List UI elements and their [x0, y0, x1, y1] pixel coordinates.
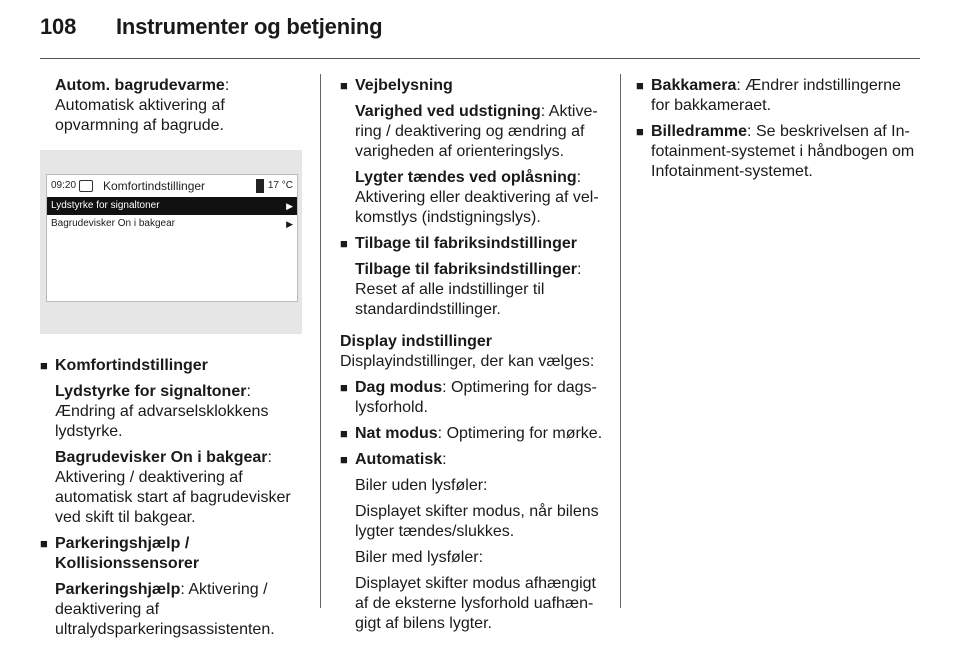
sub-line: Biler med lysføler:	[355, 549, 484, 566]
back-icon	[79, 180, 93, 192]
thermometer-icon	[256, 179, 264, 193]
sub-item: Varighed ved udstigning: Aktivering / deaktivering og ændring af varigheden af orienteringslys.	[355, 103, 598, 160]
screen-topbar	[47, 175, 297, 197]
column-divider	[320, 74, 321, 608]
section-title: Display indstillinger	[340, 333, 493, 350]
column-divider	[620, 74, 621, 608]
section-intro: Displayindstillinger, der kan vælges:	[340, 353, 595, 370]
sub-line: Displayet skifter modus afhængigt af de eksterne lysforhold uafhængigt af bilens lygter.	[355, 575, 596, 632]
bullet-billedramme: ■ Billedramme: Se beskrivelsen af Infotainment-systemet i håndbogen om Infotainment-systemet.	[636, 122, 918, 182]
column-2	[340, 76, 610, 640]
bullet-parkering: ■ Parkeringshjælp / Kollisionssensorer	[40, 534, 305, 574]
screen-menu-item-1: Lydstyrke for signaltoner ▶	[47, 197, 297, 215]
screen-menu-item-2: Bagrudevisker On i bakgear ▶	[47, 215, 297, 233]
bullet-nat: ■ Nat modus: Optimering for mørke.	[340, 424, 610, 444]
page-title: Instrumenter og betjening	[116, 14, 383, 39]
bullet-bakkamera: ■ Bakkamera: Ændrer indstillingerne for bakkameraet.	[636, 76, 918, 116]
sub-item: Bagrudevisker On i bakgear: Aktivering / deaktivering af automatisk start af bagrudevisker ved skift til bakgear.	[55, 449, 291, 526]
sub-line: Displayet skifter modus, når bilens lygter tændes/slukkes.	[355, 503, 599, 540]
header-rule	[40, 58, 920, 59]
screen-time: 09:20	[51, 180, 77, 191]
chevron-right-icon: ▶	[286, 219, 293, 229]
bullet-dag: ■ Dag modus: Optimering for dagslysforhold.	[340, 378, 610, 418]
screen-title: Komfortindstillinger	[103, 179, 206, 193]
column-1	[40, 76, 305, 646]
column-3	[636, 76, 918, 188]
bullet-fabrik: ■ Tilbage til fabriksindstillinger	[340, 234, 610, 254]
page-header	[40, 14, 382, 40]
bullet-automatisk: ■ Automatisk:	[340, 450, 610, 470]
sub-item: Parkeringshjælp: Aktivering / deaktivering af ultralydsparkeringsassistenten.	[55, 581, 275, 638]
page-number: 108	[40, 14, 77, 39]
display-screenshot	[40, 150, 302, 334]
bullet-komfort: ■ Komfortindstillinger	[40, 356, 305, 376]
display-screen	[46, 174, 298, 302]
chevron-right-icon: ▶	[286, 201, 293, 211]
intro-paragraph: Autom. bagrudevarme: Automatisk aktivering af opvarmning af bagrude.	[55, 77, 230, 134]
sub-item: Lygter tændes ved oplåsning: Aktivering eller deaktivering af velkomstlys (indstigningslys).	[355, 169, 599, 226]
bullet-vejbelysning: ■ Vejbelysning	[340, 76, 610, 96]
sub-item: Lydstyrke for signaltoner: Ændring af advarselsklokkens lydstyrke.	[55, 383, 269, 440]
sub-item: Tilbage til fabriksindstillinger: Reset af alle indstillinger til standardindstillinger.	[355, 261, 582, 318]
screen-temperature: 17 °C	[267, 180, 293, 191]
sub-line: Biler uden lysføler:	[355, 477, 488, 494]
